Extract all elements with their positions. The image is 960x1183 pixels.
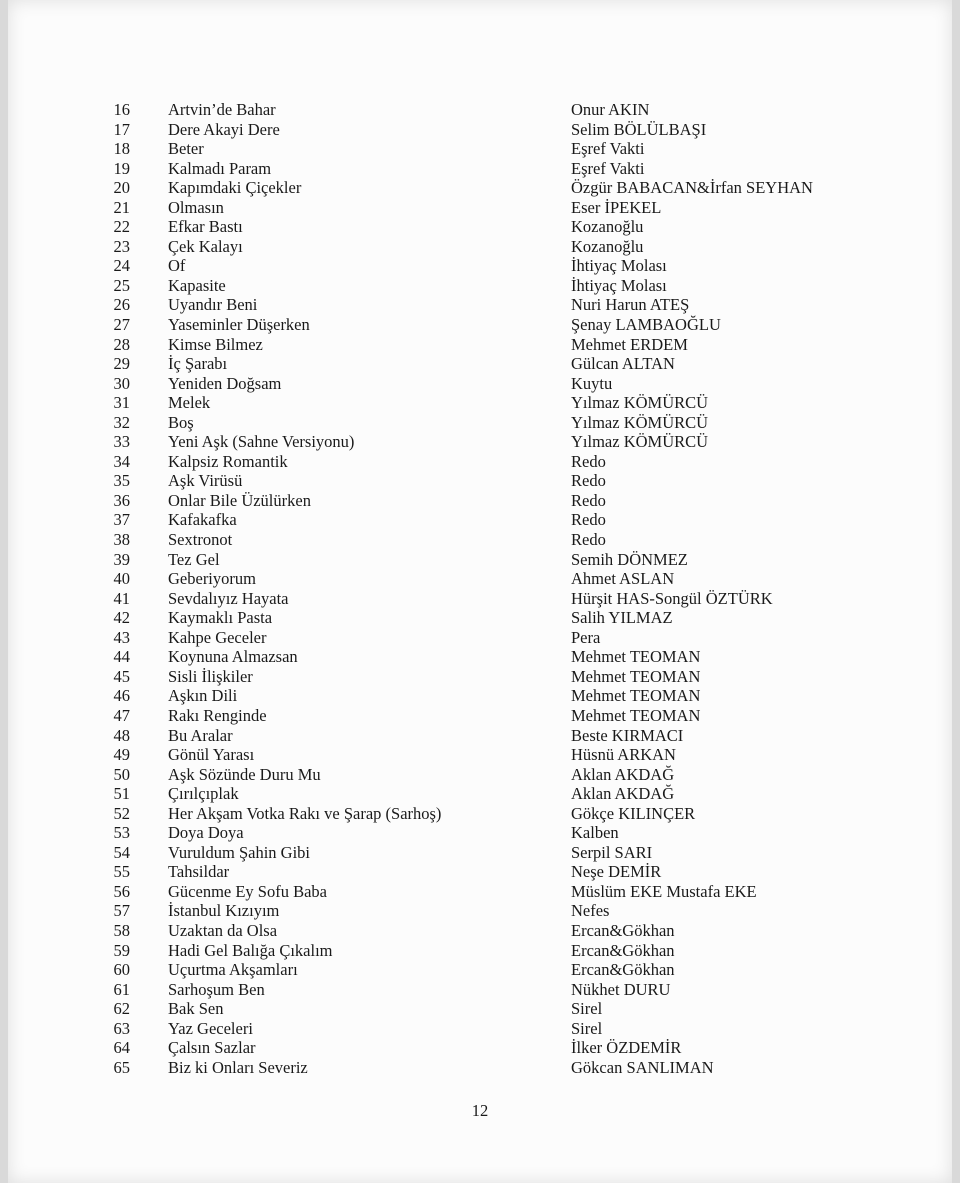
song-title: Yeni Aşk (Sahne Versiyonu) [168,432,355,452]
table-row [8,100,952,120]
table-row [8,980,952,1000]
artist-name: Hüsnü ARKAN [571,745,676,765]
table-row [8,432,952,452]
table-row [8,804,952,824]
table-row [8,784,952,804]
row-number: 48 [113,725,130,745]
song-title: Efkar Bastı [168,217,243,237]
row-number: 51 [113,784,130,804]
artist-name: Şenay LAMBAOĞLU [571,315,721,335]
song-title: Kahpe Geceler [168,627,267,647]
artist-name: Salih YILMAZ [571,608,673,628]
song-title: Kaymaklı Pasta [168,608,273,628]
song-title: Kafakafka [168,510,237,530]
song-title: Tez Gel [168,549,220,569]
song-list [8,100,952,1077]
table-row [8,862,952,882]
song-title: Aşkın Dili [168,686,238,706]
table-row [8,1038,952,1058]
table-row [8,393,952,413]
artist-name: Ercan&Gökhan [571,960,675,980]
artist-name: Kalben [571,823,619,843]
row-number: 20 [113,178,130,198]
artist-name: Redo [571,490,606,510]
artist-name: Neşe DEMİR [571,862,662,882]
row-number: 36 [113,490,130,510]
row-number: 49 [113,745,130,765]
song-title: Beter [168,139,204,159]
row-number: 55 [113,862,130,882]
table-row [8,569,952,589]
row-number: 39 [113,549,130,569]
table-row [8,413,952,433]
song-title: Aşk Sözünde Duru Mu [168,764,321,784]
artist-name: İhtiyaç Molası [571,256,667,276]
row-number: 54 [113,842,130,862]
table-row [8,374,952,394]
song-title: Çırılçıplak [168,784,239,804]
artist-name: Ercan&Gökhan [571,940,675,960]
row-number: 21 [113,197,130,217]
song-title: Boş [168,412,194,432]
artist-name: Semih DÖNMEZ [571,549,688,569]
song-title: Doya Doya [168,823,244,843]
row-number: 31 [113,393,130,413]
table-row [8,354,952,374]
table-row [8,198,952,218]
table-row [8,745,952,765]
row-number: 46 [113,686,130,706]
row-number: 26 [113,295,130,315]
table-row [8,491,952,511]
artist-name: Aklan AKDAĞ [571,784,675,804]
artist-name: Gökcan SANLIMAN [571,1057,714,1077]
row-number: 42 [113,608,130,628]
row-number: 29 [113,354,130,374]
table-row [8,452,952,472]
table-row [8,510,952,530]
table-row [8,999,952,1019]
row-number: 44 [113,647,130,667]
song-title: Uçurtma Akşamları [168,960,298,980]
row-number: 65 [113,1057,130,1077]
artist-name: Ahmet ASLAN [571,569,675,589]
table-row [8,159,952,179]
song-title: Sextronot [168,530,233,550]
table-row [8,882,952,902]
artist-name: Eşref Vakti [571,139,645,159]
table-row [8,726,952,746]
artist-name: Mehmet TEOMAN [571,686,701,706]
song-title: Her Akşam Votka Rakı ve Şarap (Sarhoş) [168,803,442,823]
row-number: 40 [113,569,130,589]
document-page [8,0,952,1183]
artist-name: Mehmet TEOMAN [571,705,701,725]
row-number: 58 [113,920,130,940]
song-title: Kimse Bilmez [168,334,263,354]
song-title: Biz ki Onları Severiz [168,1057,308,1077]
row-number: 45 [113,666,130,686]
song-title: Bak Sen [168,999,224,1019]
row-number: 57 [113,901,130,921]
row-number: 18 [113,139,130,159]
song-title: Uyandır Beni [168,295,258,315]
song-title: Yaz Geceleri [168,1018,253,1038]
song-title: Gücenme Ey Sofu Baba [168,881,327,901]
artist-name: Eser İPEKEL [571,197,662,217]
artist-name: Mehmet ERDEM [571,334,688,354]
artist-name: Nuri Harun ATEŞ [571,295,690,315]
table-row [8,217,952,237]
song-title: Artvin’de Bahar [168,100,276,119]
table-row [8,1058,952,1078]
artist-name: Selim BÖLÜLBAŞI [571,119,707,139]
artist-name: Redo [571,471,606,491]
artist-name: Kozanoğlu [571,236,644,256]
table-row [8,921,952,941]
row-number: 17 [113,119,130,139]
artist-name: İlker ÖZDEMİR [571,1038,682,1058]
row-number: 24 [113,256,130,276]
table-row [8,295,952,315]
song-title: Sevdalıyız Hayata [168,588,289,608]
song-title: Uzaktan da Olsa [168,920,278,940]
row-number: 38 [113,530,130,550]
artist-name: Sirel [571,999,603,1019]
row-number: 53 [113,823,130,843]
artist-name: İhtiyaç Molası [571,275,667,295]
row-number: 62 [113,999,130,1019]
table-row [8,706,952,726]
artist-name: Özgür BABACAN&İrfan SEYHAN [571,178,813,198]
song-title: Onlar Bile Üzülürken [168,490,311,510]
table-row [8,941,952,961]
song-title: Bu Aralar [168,725,233,745]
table-row [8,960,952,980]
table-row [8,1019,952,1039]
row-number: 64 [113,1038,130,1058]
row-number: 35 [113,471,130,491]
song-title: Kapımdaki Çiçekler [168,178,302,198]
artist-name: Nükhet DURU [571,979,671,999]
row-number: 50 [113,764,130,784]
song-title: Yeniden Doğsam [168,373,282,393]
row-number: 43 [113,627,130,647]
artist-name: Serpil SARI [571,842,653,862]
song-title: Dere Akayi Dere [168,119,280,139]
row-number: 32 [113,412,130,432]
song-title: Koynuna Almazsan [168,647,298,667]
table-row [8,276,952,296]
artist-name: Yılmaz KÖMÜRCÜ [571,432,709,452]
artist-name: Gülcan ALTAN [571,354,675,374]
song-title: Sarhoşum Ben [168,979,265,999]
row-number: 25 [113,275,130,295]
artist-name: Redo [571,510,606,530]
row-number: 33 [113,432,130,452]
song-title: İstanbul Kızıyım [168,901,280,921]
row-number: 22 [113,217,130,237]
row-number: 27 [113,315,130,335]
artist-name: Aklan AKDAĞ [571,764,675,784]
table-row [8,628,952,648]
table-row [8,471,952,491]
row-number: 52 [113,803,130,823]
song-title: Olmasın [168,197,224,217]
table-row [8,335,952,355]
table-row [8,120,952,140]
song-title: Of [168,256,186,276]
song-title: Rakı Renginde [168,705,267,725]
song-title: Kalmadı Param [168,158,272,178]
artist-name: Redo [571,530,606,550]
song-title: Geberiyorum [168,569,256,589]
artist-name: Onur AKIN [571,100,650,119]
song-title: Gönül Yarası [168,745,255,765]
song-title: Kalpsiz Romantik [168,451,288,471]
row-number: 16 [113,100,130,119]
song-title: İç Şarabı [168,354,228,374]
table-row [8,530,952,550]
row-number: 28 [113,334,130,354]
artist-name: Sirel [571,1018,603,1038]
row-number: 61 [113,979,130,999]
song-title: Sisli İlişkiler [168,666,253,686]
song-title: Çalsın Sazlar [168,1038,256,1058]
row-number: 19 [113,158,130,178]
table-row [8,550,952,570]
table-row [8,178,952,198]
artist-name: Kozanoğlu [571,217,644,237]
artist-name: Hürşit HAS-Songül ÖZTÜRK [571,588,773,608]
table-row [8,315,952,335]
row-number: 60 [113,960,130,980]
song-title: Aşk Virüsü [168,471,243,491]
song-title: Hadi Gel Balığa Çıkalım [168,940,333,960]
row-number: 23 [113,236,130,256]
song-title: Yaseminler Düşerken [168,315,310,335]
artist-name: Eşref Vakti [571,158,645,178]
row-number: 41 [113,588,130,608]
row-number: 59 [113,940,130,960]
table-row [8,608,952,628]
song-title: Tahsildar [168,862,230,882]
row-number: 47 [113,705,130,725]
table-row [8,901,952,921]
table-row [8,237,952,257]
table-row [8,256,952,276]
table-row [8,686,952,706]
artist-name: Nefes [571,901,610,921]
artist-name: Yılmaz KÖMÜRCÜ [571,393,709,413]
artist-name: Yılmaz KÖMÜRCÜ [571,412,709,432]
table-row [8,765,952,785]
artist-name: Mehmet TEOMAN [571,666,701,686]
artist-name: Gökçe KILINÇER [571,803,696,823]
row-number: 37 [113,510,130,530]
row-number: 56 [113,881,130,901]
table-row [8,823,952,843]
table-row [8,647,952,667]
row-number: 30 [113,373,130,393]
row-number: 34 [113,451,130,471]
artist-name: Redo [571,451,606,471]
table-row [8,843,952,863]
table-row [8,589,952,609]
artist-name: Kuytu [571,373,613,393]
song-title: Melek [168,393,211,413]
table-row [8,139,952,159]
page-number: 12 [471,1101,489,1120]
artist-name: Pera [571,627,601,647]
artist-name: Beste KIRMACI [571,725,684,745]
artist-name: Ercan&Gökhan [571,920,675,940]
song-title: Kapasite [168,275,226,295]
song-title: Çek Kalayı [168,236,243,256]
song-title: Vuruldum Şahin Gibi [168,842,311,862]
artist-name: Mehmet TEOMAN [571,647,701,667]
row-number: 63 [113,1018,130,1038]
artist-name: Müslüm EKE Mustafa EKE [571,881,757,901]
table-row [8,667,952,687]
